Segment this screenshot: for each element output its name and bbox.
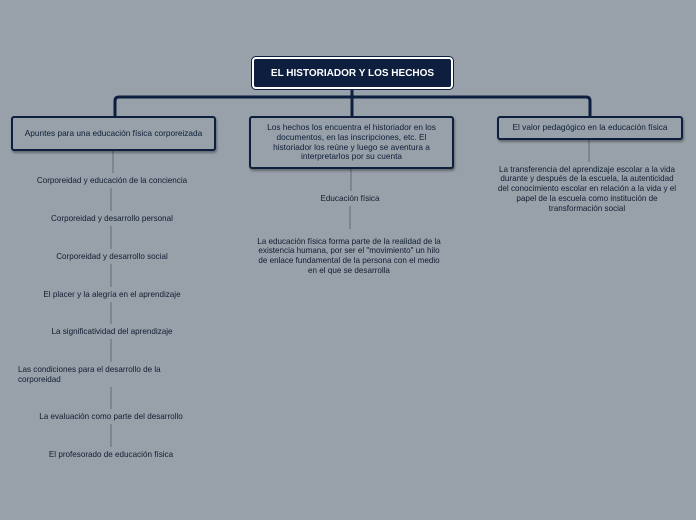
subtopic[interactable] — [18, 250, 206, 264]
central-topic[interactable] — [252, 57, 453, 89]
subtopic-label: Educación física — [320, 194, 380, 204]
subtopic-label: La significatividad del aprendizaje — [51, 327, 173, 337]
subtopic[interactable] — [18, 288, 206, 302]
subtopic-label: Corporeidad y desarrollo social — [56, 252, 168, 262]
branch-topic-3[interactable] — [497, 116, 683, 140]
subtopic[interactable] — [290, 192, 410, 206]
subtopic-label: El placer y la alegría en el aprendizaje — [43, 290, 181, 300]
root-connector — [115, 89, 590, 116]
subtopic-label: El profesorado de educación física — [48, 450, 174, 460]
subtopic[interactable] — [496, 163, 678, 215]
branch-topic-2[interactable] — [249, 116, 454, 169]
subtopic[interactable] — [18, 448, 204, 462]
subtopic-label: La evaluación como parte del desarrollo — [39, 412, 183, 422]
subtopic[interactable] — [18, 212, 206, 226]
subtopic[interactable] — [18, 325, 206, 339]
subtopic-label: Corporeidad y desarrollo personal — [51, 214, 173, 224]
subtopic[interactable] — [18, 174, 206, 188]
central-topic-label: EL HISTORIADOR Y LOS HECHOS — [270, 67, 435, 79]
subtopic-label: Las condiciones para el desarrollo de la corporeidad — [18, 365, 161, 384]
subtopic-label: La transferencia del aprendizaje escolar a la vida durante y después de la escuela, la autenticidad del conocimiento escolar en relación a la vida y el papel de la escuela como institución de transformación social — [497, 164, 677, 213]
subtopic-label: La educación física forma parte de la realidad de la existencia humana, por ser el "movimiento" un hilo de enlace fundamental de la persona con el medio en el que se desarrolla — [257, 236, 441, 275]
subtopic[interactable] — [18, 363, 186, 387]
subtopic-label: Corporeidad y educación de la conciencia — [36, 176, 188, 186]
branch-topic-1-label: Apuntes para una educación física corporeizada — [24, 127, 203, 138]
branch-topic-3-label: El valor pedagógico en la educación física — [512, 122, 668, 133]
subtopic[interactable] — [18, 410, 204, 424]
branch-topic-1[interactable] — [11, 116, 216, 151]
branch-topic-2-label: Los hechos los encuentra el historiador en los documentos, en las inscripciones, etc. El historiador los reúne y luego se aventura a interpretarlos por su cuenta — [267, 122, 436, 162]
subtopic[interactable] — [254, 230, 444, 282]
